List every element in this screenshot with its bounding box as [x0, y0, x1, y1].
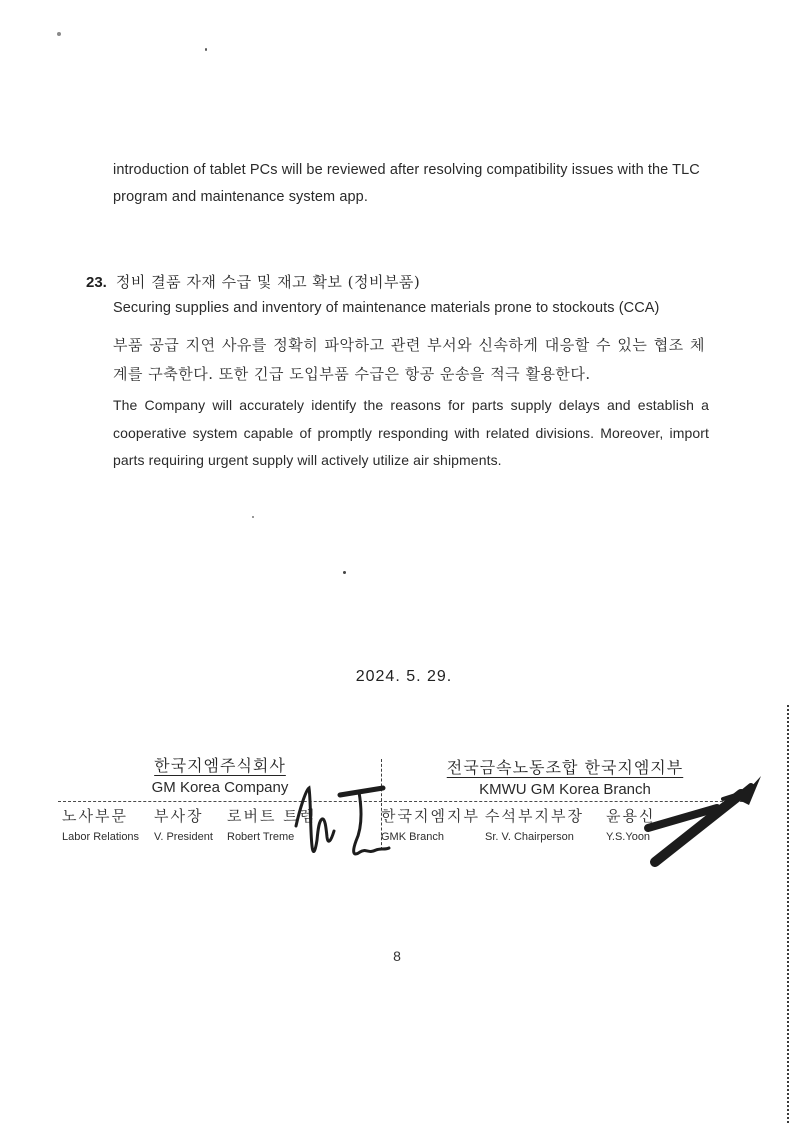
signer-name-english: Y.S.Yoon [606, 831, 651, 843]
signer-title-english: GMK Branch [381, 831, 444, 843]
signer-title-korean: 한국지엠지부 [381, 807, 480, 825]
signature-table-horizontal-rule [58, 801, 748, 802]
signer-gmk-branch [381, 805, 480, 843]
union-name-korean: 전국금속노동조합 한국지엠지부 [446, 758, 684, 777]
signer-name-korean: 로버트 트렘 [227, 807, 317, 825]
signer-labor-relations [62, 805, 139, 843]
scan-speck [57, 32, 61, 36]
signer-name-korean: 윤용신 [606, 807, 656, 825]
document-date: 2024. 5. 29. [355, 668, 453, 685]
body-paragraph-english: The Company will accurately identify the reasons for parts supply delays and establish a cooperative system capable of promptly responding with related divisions. Moreover, import parts requiring urgent supply will actively utilize air shipments. [113, 397, 709, 468]
union-name-english: KMWU GM Korea Branch [479, 781, 651, 798]
signer-title-korean: 노사부문 [62, 807, 128, 825]
handwritten-signature-ys-yoon [643, 772, 763, 867]
scan-speck [252, 516, 254, 518]
page-number: 8 [393, 948, 401, 964]
company-name-korean: 한국지엠주식회사 [154, 756, 286, 775]
signer-title-korean: 부사장 [154, 807, 204, 825]
handwritten-signature-robert-treme [290, 778, 400, 866]
section-23-heading [86, 271, 706, 292]
signer-title-korean: 수석부지부장 [485, 807, 584, 825]
scan-edge-dotted-line [787, 705, 789, 1123]
signer-ys-yoon [606, 805, 655, 843]
section-title-korean: 정비 결품 자재 수급 및 재고 확보 (정비부품) [115, 273, 421, 291]
signer-title-english: Sr. V. Chairperson [485, 831, 574, 843]
signer-v-president [154, 805, 213, 843]
signer-title-english: V. President [154, 831, 213, 843]
signer-name-english: Robert Treme [227, 831, 295, 843]
scan-speck [205, 48, 207, 51]
section-title-english: Securing supplies and inventory of maintenance materials prone to stockouts (CCA) [113, 300, 660, 316]
intro-continuation-paragraph: introduction of tablet PCs will be reviewed after resolving compatibility issues with the TLC program and maintenance system app. [113, 162, 700, 205]
signer-title-english: Labor Relations [62, 831, 140, 843]
signer-robert-treme [227, 805, 316, 843]
scan-speck [343, 571, 346, 574]
company-name-english: GM Korea Company [151, 779, 289, 796]
section-number: 23. [86, 274, 107, 291]
body-paragraph-korean: 부품 공급 지연 사유를 정확히 파악하고 관련 부서와 신속하게 대응할 수 있는 협조 체계를 구축한다. 또한 긴급 도입부품 수급은 항공 운송을 적극 활용한다. [113, 336, 705, 383]
signer-sr-v-chairperson [485, 805, 584, 843]
signature-table-vertical-divider [381, 759, 382, 850]
